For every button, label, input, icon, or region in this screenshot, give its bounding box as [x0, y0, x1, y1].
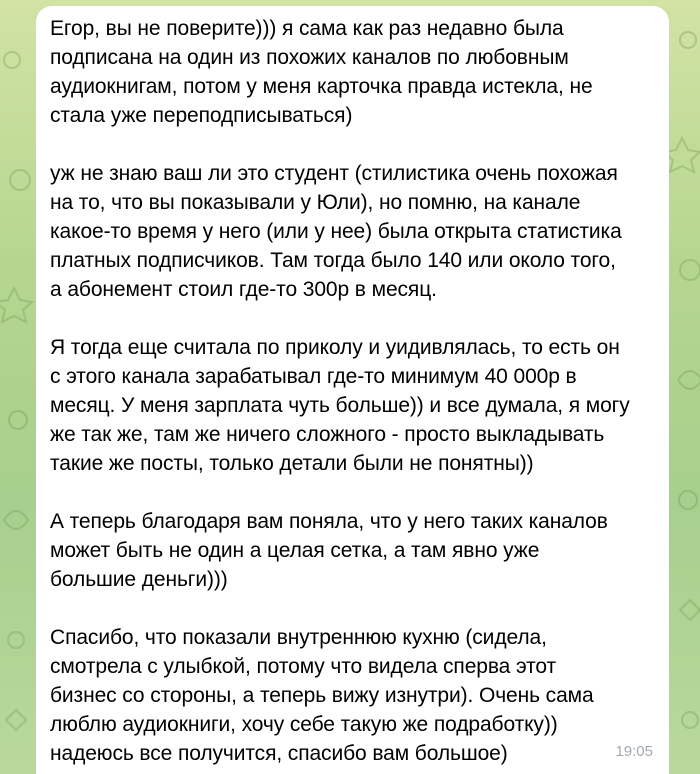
- message-time: 19:05: [615, 743, 653, 760]
- message-paragraph-3: Я тогда еще считала по приколу и уидивлялась, то есть он с этого канала зарабатывал где-то минимум 40 000р в месяц. У меня зарплата чуть больше)) и все думала, я могу же так же, там же ничего сложного - просто выкладывать такие же посты, только детали были не понятны)): [50, 336, 630, 475]
- message-paragraph-2: уж не знаю ваш ли это студент (стилистика очень похожая на то, что вы показывали у Юли), но помню, на канале какое-то время у него (или у нее) была открыта статистика платных подписчиков. Там тогда было 140 или около того, а абонемент стоил где-то 300р в месяц.: [50, 162, 622, 301]
- message-paragraph-5: Спасибо, что показали внутреннюю кухню (сидела, смотрела с улыбкой, потому что видела сперва этот бизнес со стороны, а теперь вижу изнутри). Очень сама люблю аудиокниги, хочу себе такую же подработку)) надеюсь все получится, спасибо вам большое): [50, 626, 594, 765]
- message-paragraph-1: Егор, вы не поверите))) я сама как раз недавно была подписана на один из похожих каналов по любовным аудиокнигам, потом у меня карточка правда истекла, не стала уже переподписываться): [50, 17, 593, 127]
- message-bubble[interactable]: [36, 6, 669, 774]
- message-paragraph-4: А теперь благодаря вам поняла, что у него таких каналов может быть не один а целая сетка, а там явно уже большие деньги))): [50, 510, 608, 591]
